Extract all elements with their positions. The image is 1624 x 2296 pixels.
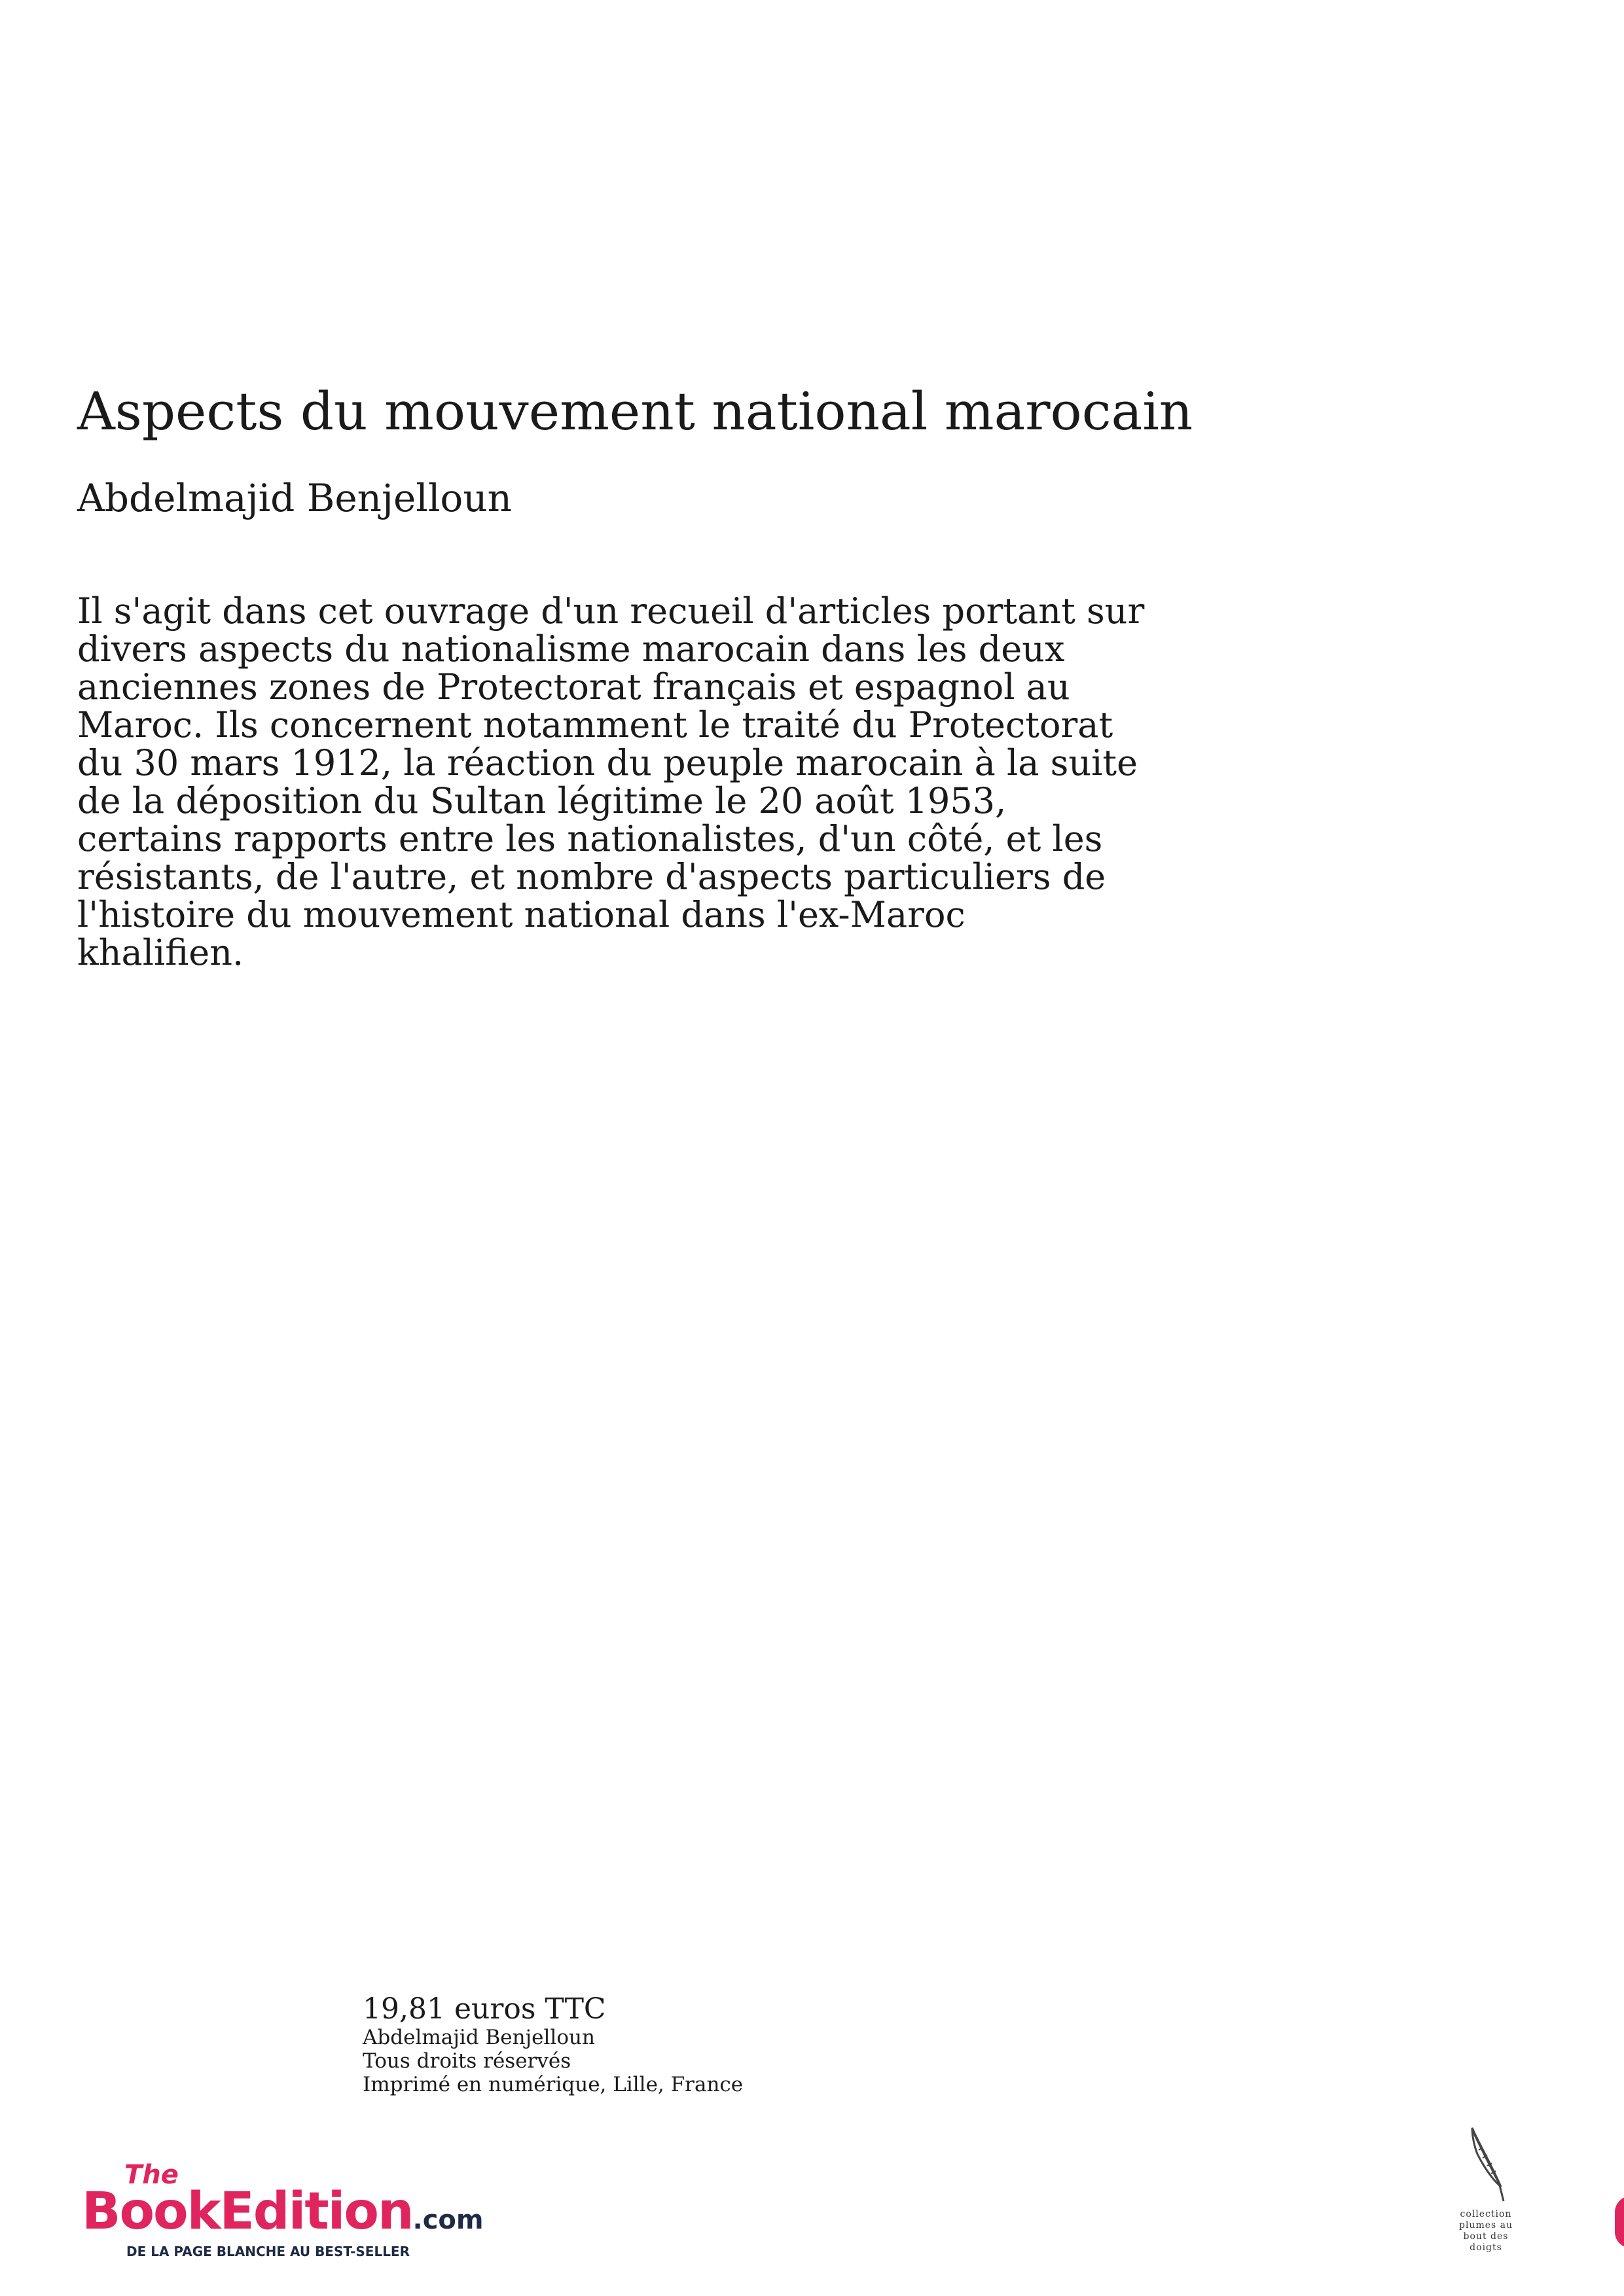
edge-mark [1615,2196,1624,2248]
logo-brand-name: BookEdition [82,2182,413,2241]
summary-line: khalifien. [77,932,244,973]
summary-line: certains rapports entre les nationalistes, d'un côté, et les [77,818,1103,859]
rights-notice: Tous droits réservés [363,2049,571,2073]
collection-mark [1456,2124,1515,2253]
logo-the: The [124,2160,179,2190]
logo-domain: .com [412,2205,484,2235]
summary-line: anciennes zones de Protectorat français et espagnol au [77,666,1070,708]
collection-line: doigts [1470,2242,1502,2253]
summary-line: Maroc. Ils concernent notamment le traité du Protectorat [77,704,1113,745]
printing-notice: Imprimé en numérique, Lille, France [363,2073,744,2096]
summary-line: de la déposition du Sultan légitime le 20 août 1953, [77,780,1007,821]
collection-line: plumes au [1458,2220,1513,2231]
quill-icon [1463,2124,1509,2209]
summary-line: résistants, de l'autre, et nombre d'aspects particuliers de [77,856,1106,897]
logo-tagline: DE LA PAGE BLANCHE AU BEST-SELLER [126,2244,410,2259]
collection-line: bout des [1463,2231,1509,2242]
summary-line: divers aspects du nationalisme marocain dans les deux [77,628,1065,670]
book-summary [77,592,1229,972]
price: 19,81 euros TTC [363,1992,606,2026]
book-title: Aspects du mouvement national marocain [77,381,1193,442]
logo-brand [82,2182,484,2241]
summary-line: Il s'agit dans cet ouvrage d'un recueil d'articles portant sur [77,590,1145,632]
book-author: Abdelmajid Benjelloun [77,476,513,520]
publisher-logo [82,2160,484,2259]
summary-line: l'histoire du mouvement national dans l'ex-Maroc [77,894,965,935]
collection-text [1456,2209,1515,2253]
summary-line: du 30 mars 1912, la réaction du peuple marocain à la suite [77,742,1138,783]
collection-line: collection [1460,2209,1512,2219]
colophon-author: Abdelmajid Benjelloun [363,2026,595,2049]
colophon [363,1993,743,2096]
